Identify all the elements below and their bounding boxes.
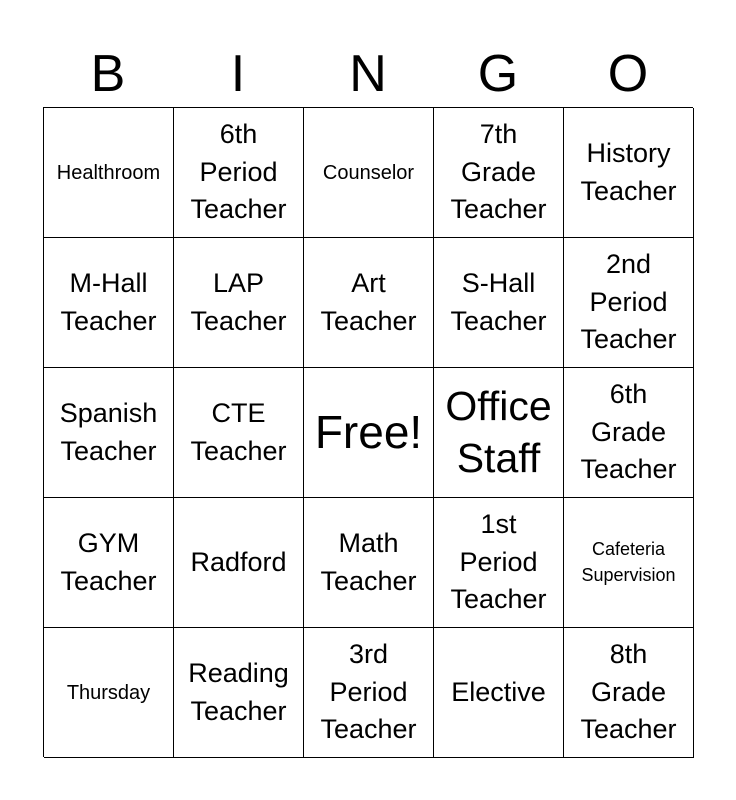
cell-label: LAP Teacher: [190, 267, 287, 336]
cell-label: 2nd Period Teacher: [580, 248, 677, 355]
cell-label: 6th Period Teacher: [190, 118, 287, 225]
bingo-cell: [44, 238, 174, 368]
bingo-cell: [304, 498, 434, 628]
cell-label: Counselor: [322, 161, 415, 184]
bingo-cell: [434, 108, 564, 238]
cell-label: Reading Teacher: [188, 657, 289, 726]
cell-label: Spanish Teacher: [59, 397, 158, 466]
cell-label: Office Staff: [445, 383, 552, 481]
bingo-grid: [43, 107, 693, 757]
bingo-cell: [174, 238, 304, 368]
cell-label: M-Hall Teacher: [60, 267, 157, 336]
free-space-label: Free!: [314, 405, 423, 458]
bingo-cell: [434, 368, 564, 498]
bingo-cell: [44, 498, 174, 628]
bingo-cell: [564, 368, 694, 498]
bingo-cell: [434, 628, 564, 758]
bingo-cell: [304, 628, 434, 758]
cell-label: Radford: [190, 546, 287, 577]
bingo-cell: [44, 368, 174, 498]
cell-label: CTE Teacher: [190, 397, 287, 466]
cell-label: 6th Grade Teacher: [580, 378, 677, 485]
cell-label: 1st Period Teacher: [450, 508, 547, 615]
bingo-cell: [174, 628, 304, 758]
cell-label: GYM Teacher: [60, 527, 157, 596]
cell-label: Art Teacher: [320, 267, 417, 336]
cell-label: Math Teacher: [320, 527, 417, 596]
bingo-cell: [434, 238, 564, 368]
bingo-cell: [174, 108, 304, 238]
bingo-cell: [434, 498, 564, 628]
header-letter-n: N: [349, 45, 387, 103]
bingo-cell: [564, 238, 694, 368]
cell-label: Cafeteria Supervision: [581, 539, 676, 585]
bingo-cell: [44, 108, 174, 238]
cell-label: Healthroom: [56, 161, 161, 184]
cell-label: History Teacher: [580, 137, 677, 206]
bingo-cell: [44, 628, 174, 758]
cell-label: 8th Grade Teacher: [580, 638, 677, 745]
bingo-cell: [304, 108, 434, 238]
cell-label: Elective: [451, 676, 546, 707]
header-letter-i: I: [230, 45, 246, 103]
bingo-cell: [564, 628, 694, 758]
cell-label: Thursday: [66, 681, 151, 704]
bingo-cell: [174, 368, 304, 498]
bingo-header: [43, 40, 693, 108]
cell-label: S-Hall Teacher: [450, 267, 547, 336]
bingo-cell: [174, 498, 304, 628]
header-letter-b: B: [90, 45, 126, 103]
header-letter-o: O: [607, 45, 649, 103]
bingo-free-cell: [304, 368, 434, 498]
bingo-cell: [564, 108, 694, 238]
cell-label: 7th Grade Teacher: [450, 118, 547, 225]
bingo-cell: [564, 498, 694, 628]
header-letter-g: G: [477, 45, 519, 103]
cell-label: 3rd Period Teacher: [320, 638, 417, 745]
bingo-cell: [304, 238, 434, 368]
